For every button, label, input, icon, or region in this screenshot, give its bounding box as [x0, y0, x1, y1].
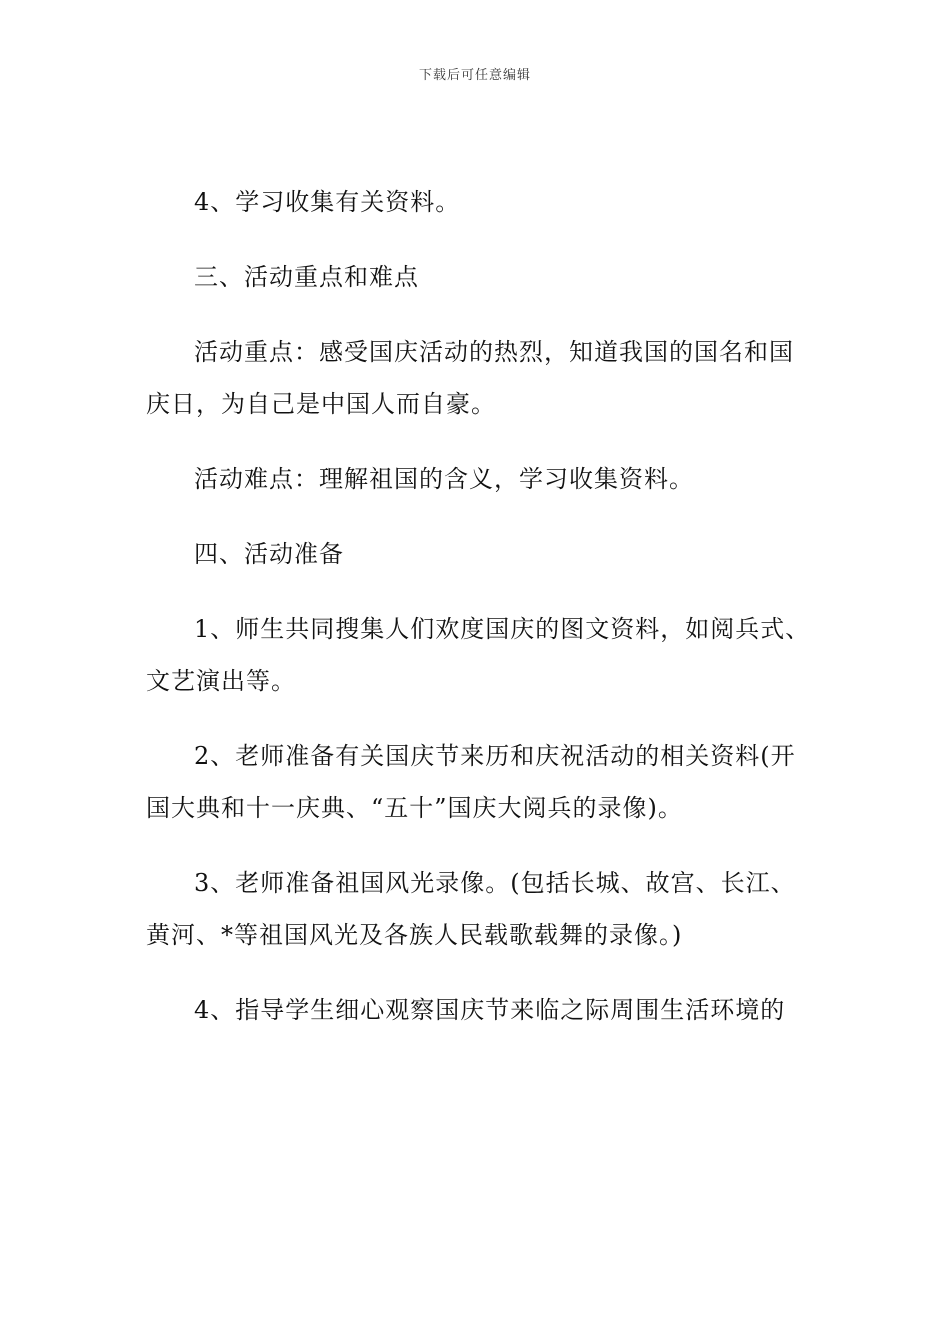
paragraph-prep-3: 3、老师准备祖国风光录像。(包括长城、故宫、长江、黄河、*等祖国风光及各族人民载歌载舞的录像。): [146, 869, 796, 949]
paragraph-difficulty: 活动难点：理解祖国的含义，学习收集资料。: [194, 465, 694, 493]
paragraph-prep-2: 2、老师准备有关国庆节来历和庆祝活动的相关资料(开国大典和十一庆典、“五十”国庆大阅兵的录像)。: [146, 742, 796, 822]
section-heading-preparation: 四、活动准备: [194, 540, 344, 568]
section-heading-focus: 三、活动重点和难点: [194, 263, 419, 291]
document-body: [146, 176, 814, 1059]
page-header: 下载后可任意编辑: [418, 68, 531, 83]
paragraph-prep-4: 4、指导学生细心观察国庆节来临之际周围生活环境的: [194, 996, 786, 1024]
paragraph-key-point: 活动重点：感受国庆活动的热烈，知道我国的国名和国庆日，为自己是中国人而自豪。: [146, 338, 794, 418]
paragraph-item-4-collect: 4、学习收集有关资料。: [194, 188, 461, 216]
paragraph-prep-1: 1、师生共同搜集人们欢度国庆的图文资料，如阅兵式、文艺演出等。: [146, 615, 811, 695]
